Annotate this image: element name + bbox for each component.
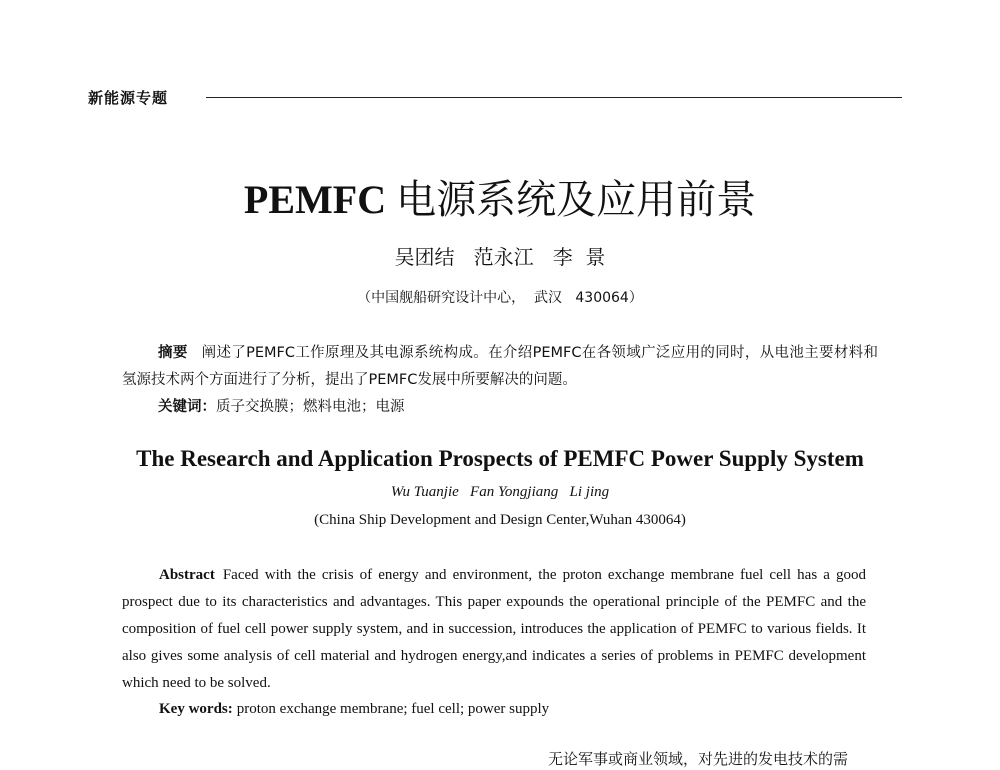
abstract-chinese-text: 阐述了PEMFC工作原理及其电源系统构成。在介绍PEMFC在各领域广泛应用的同时，从电池主要材料和氢源技术两个方面进行了分析，提出了PEMFC发展中所要解决的问题。	[122, 345, 878, 388]
keywords-chinese-label: 关键词：	[158, 399, 216, 415]
keywords-chinese	[158, 394, 405, 421]
keywords-english-text: proton exchange membrane; fuel cell; power supply	[236, 701, 550, 717]
section-header	[88, 88, 902, 110]
abstract-english-text: Faced with the crisis of energy and environment, the proton exchange membrane fuel cell has a good prospect due to its characteristics and advantages. This paper expounds the operational principle of the PEMFC and the composition of fuel cell power supply system, and in succession, introduces the application of PEMFC to various fields. It also gives some analysis of cell material and hydrogen energy,and indicates a series of problems in PEMFC development which need to be solved.	[122, 567, 866, 691]
abstract-english	[122, 562, 866, 697]
authors-chinese: 吴团结 范永江 李 景	[394, 245, 606, 269]
authors-english: Wu Tuanjie Fan Yongjiang Li jing	[390, 484, 610, 500]
keywords-english-label: Key words:	[159, 701, 233, 717]
body-text-fragment: 无论军事或商业领域，对先进的发电技术的需	[548, 750, 849, 768]
header-rule	[206, 97, 902, 98]
abstract-english-label: Abstract	[159, 567, 215, 583]
section-label: 新能源专题	[88, 89, 169, 107]
affiliation-english: (China Ship Development and Design Center,Wuhan 430064)	[314, 512, 686, 528]
abstract-chinese-label: 摘要	[158, 345, 188, 361]
keywords-chinese-text: 质子交换膜；燃料电池；电源	[216, 399, 405, 415]
title-chinese	[0, 176, 1000, 224]
title-english: The Research and Application Prospects of PEMFC Power Supply System	[136, 446, 864, 471]
title-chinese-latin: PEMFC	[243, 177, 387, 222]
abstract-chinese	[122, 340, 878, 394]
title-chinese-text: 电源系统及应用前景	[396, 177, 757, 223]
keywords-english	[159, 697, 549, 721]
affiliation-chinese: （中国舰船研究设计中心， 武汉 430064）	[357, 290, 643, 306]
